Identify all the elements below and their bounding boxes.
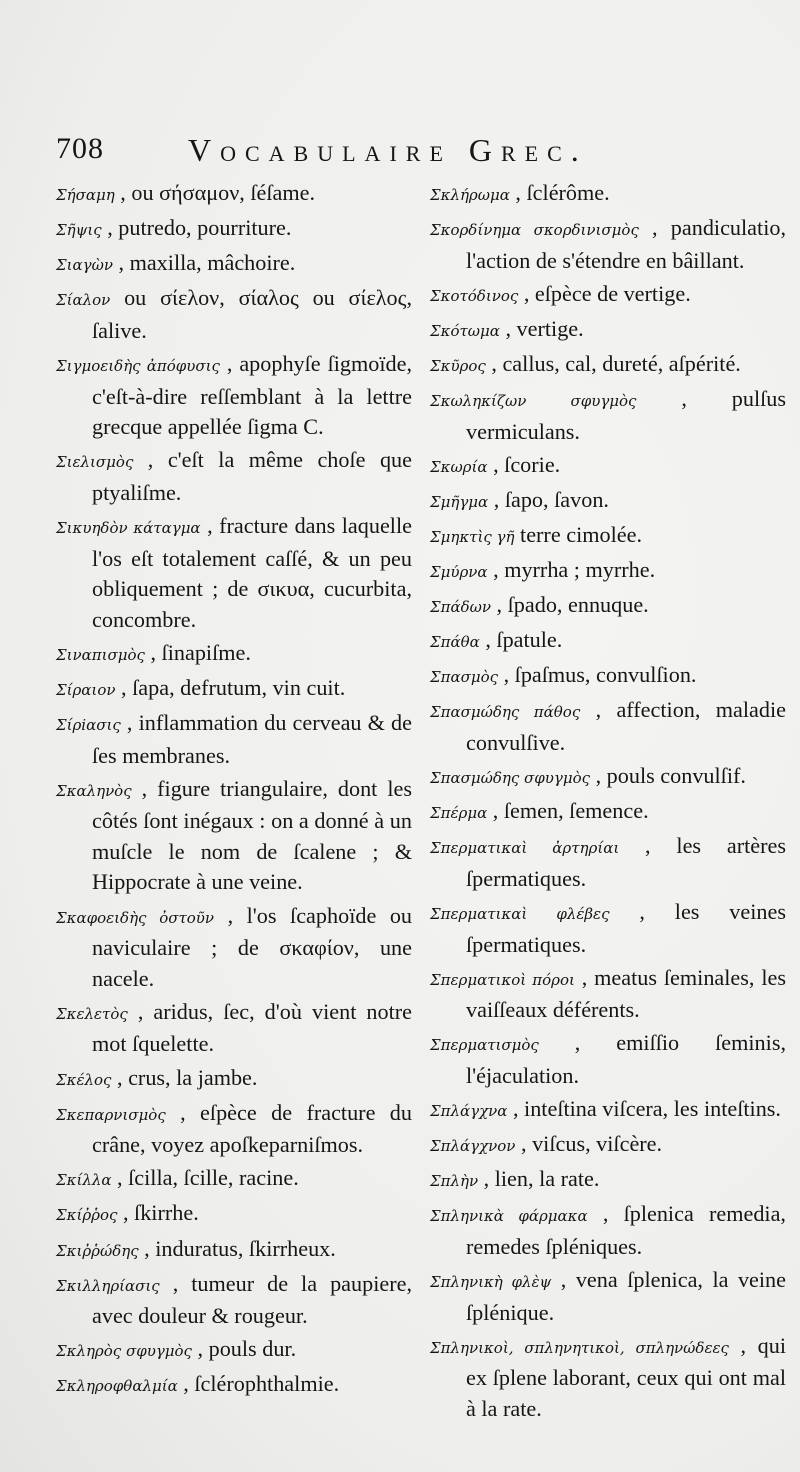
dictionary-entry <box>430 520 786 553</box>
dictionary-entry <box>430 590 786 623</box>
greek-headword: Σπασμώδης πάθος <box>430 703 581 722</box>
definition-text: , fracture dans laquelle l'os eſt totalement caſſé, & un peu obliquement ; de σικυα, cucurbita, concombre. <box>92 512 412 632</box>
dictionary-entry <box>56 1163 412 1196</box>
definition-text: , viſcus, viſcère. <box>515 1131 663 1157</box>
page-header <box>56 128 780 176</box>
greek-headword: Σκορδίνημα σκορδινισμὸς <box>430 221 639 240</box>
definition-text: , les artères ſpermatiques. <box>466 833 786 891</box>
definition-text: , les veines ſpermatiques. <box>466 898 786 957</box>
right-column <box>430 178 786 1427</box>
greek-headword: Σιγμοειδὴς ἀπόφυσις <box>56 356 220 375</box>
greek-headword: Σπερματισμὸς <box>430 1036 539 1055</box>
greek-headword: Σπέρμα <box>430 804 488 823</box>
dictionary-entry <box>430 1265 786 1328</box>
dictionary-entry <box>56 708 412 771</box>
greek-headword: Σπασμώδης σφυγμὸς <box>430 769 591 788</box>
dictionary-entry <box>430 555 786 588</box>
greek-headword: Σπληνικὰ φάρμακα <box>430 1207 588 1226</box>
greek-headword: Σκίῤῥος <box>56 1206 118 1225</box>
greek-headword: Σπλάγχνα <box>430 1102 508 1121</box>
greek-headword: Σμηκτὶς γῆ <box>430 527 515 546</box>
dictionary-entry <box>430 831 786 894</box>
definition-text: , inflammation du cerveau & de ſes membranes. <box>92 710 412 768</box>
greek-headword: Σκληρὸς σφυγμὸς <box>56 1342 192 1361</box>
dictionary-entry <box>430 314 786 347</box>
definition-text: , ſclérôme. <box>509 180 610 205</box>
definition-text: , ſpado, ennuque. <box>490 592 649 618</box>
dictionary-entry <box>56 1063 412 1096</box>
definition-text: , l'os ſcaphoïde ou naviculaire ; de σκαφίον, une nacele. <box>92 902 413 991</box>
greek-headword: Σκαληνὸς <box>56 781 132 800</box>
dictionary-entry <box>56 1098 412 1161</box>
definition-text: , figure triangulaire, dont les côtés ſont inégaux : on a donné à un muſcle le nom de ſcalene ; & Hippocrate à une veine. <box>92 775 412 895</box>
greek-headword: Σπερματικοὶ πόροι <box>430 970 575 989</box>
dictionary-entry <box>56 1334 412 1367</box>
greek-headword: Σπάθα <box>430 633 480 652</box>
definition-text: , pouls dur. <box>191 1336 297 1362</box>
greek-headword: Σκωληκίζων σφυγμὸς <box>430 392 637 411</box>
greek-headword: Σῆψις <box>56 221 102 240</box>
dictionary-entry <box>430 897 786 960</box>
definition-text: , qui ex ſplene laborant, ceux qui ont mal à la rate. <box>466 1332 786 1421</box>
definition-text: , putredo, pourriture. <box>101 215 292 241</box>
dictionary-entry <box>56 638 412 671</box>
greek-headword: Σπλὴν <box>430 1172 479 1191</box>
dictionary-entry <box>56 774 412 898</box>
greek-headword: Σίρiασις <box>56 716 121 734</box>
definition-text: , vertige. <box>499 315 584 341</box>
greek-headword: Σκιῤῥώδης <box>56 1241 139 1260</box>
dictionary-entry <box>430 1164 786 1197</box>
definition-text: , ſapa, defrutum, vin cuit. <box>115 674 346 700</box>
greek-headword: Σκίλλα <box>56 1171 112 1190</box>
dictionary-entry <box>430 279 786 312</box>
dictionary-entry <box>430 178 786 211</box>
greek-headword: Σκελετὸς <box>56 1004 128 1023</box>
definition-text: , inteſtina viſcera, les inteſtins. <box>507 1096 781 1122</box>
definition-text: , ſcorie. <box>487 451 561 477</box>
definition-text: , emiſſio ſeminis, l'éjaculation. <box>466 1030 786 1088</box>
dictionary-entry <box>430 695 786 758</box>
dictionary-entry <box>56 1234 412 1267</box>
greek-headword: Σκοτόδινος <box>430 286 519 305</box>
definition-text: terre cimolée. <box>514 521 642 547</box>
greek-headword: Σπερματικαὶ ἀρτηρίαι <box>430 839 620 858</box>
definition-text: , pandiculatio, l'action de s'étendre en bâillant. <box>466 215 786 273</box>
definition-text: , myrrha ; myrrhe. <box>487 557 656 583</box>
dictionary-entry <box>430 963 786 1026</box>
dictionary-entry <box>56 349 412 443</box>
definition-text: , aridus, ſec, d'où vient notre mot ſquelette. <box>92 998 412 1057</box>
definition-text: , ſemen, ſemence. <box>487 798 649 824</box>
dictionary-entry <box>56 445 412 508</box>
greek-headword: Σκότωμα <box>430 321 500 340</box>
dictionary-entry <box>430 213 786 276</box>
definition-text: , pouls convulſif. <box>590 763 746 789</box>
greek-headword: Σμύρνα <box>430 563 488 582</box>
definition-text: , ſkirrhe. <box>117 1200 199 1226</box>
greek-headword: Σήσαμη <box>56 186 115 204</box>
definition-text: , lien, la rate. <box>478 1166 600 1192</box>
left-column <box>56 178 412 1427</box>
definition-text: , pulſus vermiculans. <box>466 386 786 444</box>
dictionary-entry <box>56 511 412 635</box>
two-column-body <box>56 178 786 1427</box>
running-head: Vocabulaire Grec. <box>188 132 588 168</box>
definition-text: , apophyſe ſigmoïde, c'eſt-à-dire reſſemblant à la lettre grecque appellée ſigma C. <box>92 350 412 440</box>
definition-text: , eſpèce de fracture du crâne, voyez apoſkeparniſmos. <box>92 1099 412 1158</box>
dictionary-entry <box>56 283 412 346</box>
greek-headword: Σκληροφθαλμία <box>56 1377 178 1396</box>
definition-text: , ſpaſmus, convulſion. <box>498 662 697 688</box>
greek-headword: Σπάδων <box>430 598 491 617</box>
dictionary-entry <box>430 1028 786 1091</box>
greek-headword: Σιελισμὸς <box>56 453 134 472</box>
definition-text: , meatus ſeminales, les vaiſſeaux déférents. <box>466 964 786 1023</box>
definition-text: , ſplenica remedia, remedes ſpléniques. <box>466 1201 786 1259</box>
dictionary-entry <box>430 796 786 829</box>
dictionary-entry <box>56 248 412 281</box>
greek-headword: Σικυηδὸν κάταγμα <box>56 518 201 537</box>
dictionary-entry <box>430 625 786 658</box>
greek-headword: Σκλήρωμα <box>430 186 510 204</box>
definition-text: , vena ſplenica, la veine ſplénique. <box>466 1267 786 1325</box>
greek-headword: Σκαφοειδὴς ὀστοῦν <box>56 908 215 927</box>
definition-text: , ſcilla, ſcille, racine. <box>111 1165 299 1191</box>
greek-headword: Σμῆγμα <box>430 492 489 511</box>
definition-text: , affection, maladie convulſive. <box>466 697 786 755</box>
dictionary-entry <box>56 1198 412 1231</box>
definition-text: , maxilla, mâchoire. <box>112 250 296 276</box>
dictionary-entry <box>430 660 786 693</box>
definition-text: , ſinapiſme. <box>144 639 251 665</box>
definition-text: , ſpatule. <box>479 627 563 653</box>
greek-headword: Σκεπαρνισμὸς <box>56 1105 166 1124</box>
greek-headword: Σίραιον <box>56 680 116 699</box>
definition-text: , ſclérophthalmie. <box>177 1371 340 1397</box>
greek-headword: Σιαγὼν <box>56 256 113 275</box>
dictionary-entry <box>430 485 786 518</box>
greek-headword: Σκῦρος <box>430 356 486 375</box>
dictionary-entry <box>56 178 412 211</box>
greek-headword: Σίαλον <box>56 291 111 310</box>
dictionary-entry <box>430 349 786 382</box>
definition-text: ou σίελον, σίαλος ou σίελος, ſalive. <box>92 285 412 343</box>
dictionary-entry <box>430 450 786 483</box>
greek-headword: Σκέλος <box>56 1070 112 1089</box>
definition-text: , callus, cal, dureté, aſpérité. <box>485 350 741 376</box>
dictionary-entry <box>56 1269 412 1332</box>
dictionary-entry <box>430 1094 786 1127</box>
definition-text: , c'eſt la même choſe que ptyaliſme. <box>92 447 412 505</box>
dictionary-entry <box>56 901 412 995</box>
greek-headword: Σκιλληρίασις <box>56 1276 160 1295</box>
dictionary-entry <box>430 761 786 794</box>
dictionary-entry <box>56 997 412 1060</box>
definition-text: , induratus, ſkirrheux. <box>138 1235 336 1261</box>
greek-headword: Σπληνικὴ φλὲψ <box>430 1273 552 1291</box>
greek-headword: Σπασμὸς <box>430 668 499 687</box>
dictionary-entry <box>430 384 786 447</box>
definition-text: , tumeur de la paupiere, avec douleur & rougeur. <box>92 1270 412 1329</box>
definition-text: , eſpèce de vertige. <box>518 280 691 306</box>
page-number: 708 <box>56 132 104 165</box>
definition-text: , crus, la jambe. <box>111 1064 258 1090</box>
dictionary-entry <box>430 1199 786 1262</box>
dictionary-entry <box>56 673 412 706</box>
definition-text: , ſapo, ſavon. <box>488 486 609 512</box>
dictionary-entry <box>56 1369 412 1402</box>
greek-headword: Σπερματικαὶ φλέβες <box>430 904 610 923</box>
dictionary-entry <box>56 213 412 246</box>
greek-headword: Σκωρία <box>430 457 488 476</box>
greek-headword: Σπλάγχνον <box>430 1137 516 1156</box>
definition-text: , ou σήσαμον, ſéſame. <box>114 180 316 205</box>
greek-headword: Σπληνικοὶ, σπληνητικοὶ, σπληνώδεες <box>430 1338 729 1357</box>
dictionary-entry <box>430 1129 786 1162</box>
dictionary-entry <box>430 1331 786 1425</box>
greek-headword: Σιναπισμὸς <box>56 645 145 664</box>
